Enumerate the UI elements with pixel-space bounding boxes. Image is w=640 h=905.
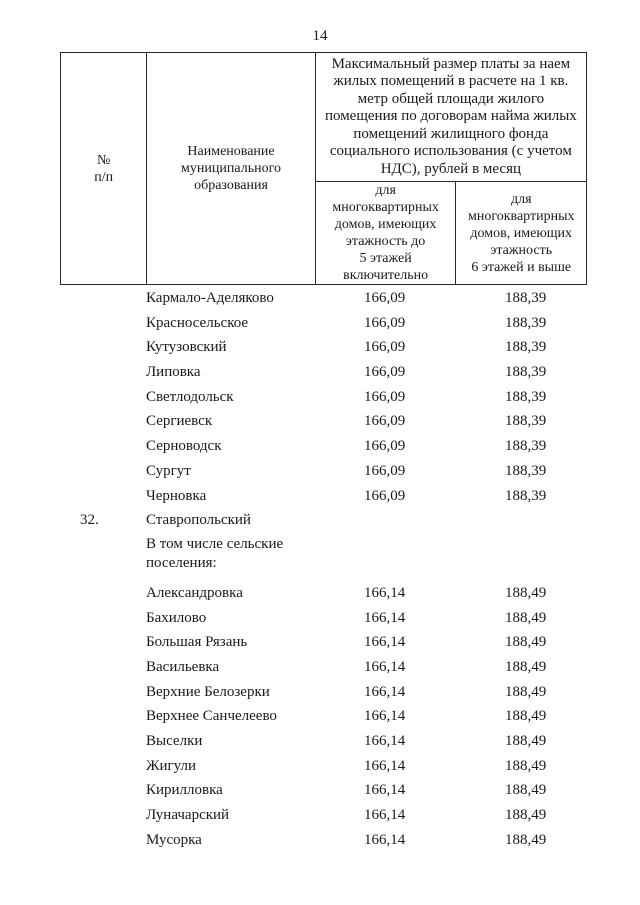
row-value-up-to-5-floors: 166,09 (364, 413, 406, 430)
row-municipality-name: Ставропольский (146, 512, 251, 529)
row-value-up-to-5-floors: 166,09 (364, 314, 406, 331)
header-col-max-payment (315, 53, 586, 182)
row-value-up-to-5-floors: 166,14 (364, 634, 406, 651)
row-value-up-to-5-floors: 166,09 (364, 438, 406, 455)
table-row (60, 581, 587, 606)
table-row (60, 704, 587, 729)
row-municipality-name: Сергиевск (146, 413, 213, 430)
table-row (60, 680, 587, 705)
row-number: 32. (80, 512, 99, 529)
row-value-up-to-5-floors: 166,14 (364, 708, 406, 725)
row-value-up-to-5-floors: 166,09 (364, 290, 406, 306)
header-col-number (61, 53, 147, 285)
header-col-name-label: Наименование муниципального образования (181, 144, 281, 193)
table-row (60, 360, 587, 385)
row-value-6-floors-and-above: 188,49 (505, 634, 547, 651)
row-value-6-floors-and-above: 188,49 (505, 584, 547, 601)
row-value-up-to-5-floors: 166,09 (364, 462, 406, 479)
row-municipality-name: Черновка (146, 487, 207, 504)
row-value-6-floors-and-above: 188,39 (505, 413, 547, 430)
row-value-up-to-5-floors: 166,09 (364, 364, 406, 381)
row-value-6-floors-and-above: 188,39 (505, 388, 547, 405)
row-value-up-to-5-floors: 166,14 (364, 658, 406, 675)
row-value-6-floors-and-above: 188,49 (505, 807, 547, 824)
table-row (60, 508, 587, 533)
table-row (60, 778, 587, 803)
table-row (60, 335, 587, 360)
header-col-up-to-5-floors (315, 182, 456, 285)
row-value-6-floors-and-above: 188,49 (505, 683, 547, 700)
row-municipality-name: Васильевка (146, 658, 220, 675)
row-municipality-name: Кутузовский (146, 339, 227, 356)
row-value-up-to-5-floors: 166,14 (364, 757, 406, 774)
row-value-up-to-5-floors: 166,14 (364, 733, 406, 749)
table-row (60, 286, 587, 311)
row-value-up-to-5-floors: 166,14 (364, 683, 406, 700)
table-row (60, 630, 587, 655)
row-value-6-floors-and-above: 188,39 (505, 462, 547, 479)
row-municipality-name: Сургут (146, 462, 191, 479)
table-row (60, 754, 587, 779)
row-value-6-floors-and-above: 188,39 (505, 487, 547, 504)
row-value-up-to-5-floors: 166,09 (364, 339, 406, 356)
header-col-6-floors-and-above (456, 182, 587, 285)
row-value-up-to-5-floors: 166,14 (364, 831, 406, 848)
row-municipality-name: Светлодольск (146, 388, 234, 405)
row-municipality-name: Верхнее Санчелеево (146, 708, 277, 725)
row-municipality-name: Выселки (146, 733, 203, 749)
row-municipality-name: Мусорка (146, 831, 202, 848)
row-municipality-name: Липовка (146, 364, 201, 381)
row-value-6-floors-and-above: 188,39 (505, 364, 547, 381)
row-value-6-floors-and-above: 188,49 (505, 757, 547, 774)
row-value-6-floors-and-above: 188,39 (505, 438, 547, 455)
row-value-up-to-5-floors: 166,14 (364, 584, 406, 601)
table-row (60, 484, 587, 509)
row-value-6-floors-and-above: 188,49 (505, 782, 547, 799)
table-row (60, 729, 587, 754)
header-col-up-to-5-floors-label: для многоквартирных домов, имеющих этажность до 5 этажей включительно (332, 183, 439, 283)
row-municipality-name: Луначарский (146, 807, 230, 824)
table-row (60, 385, 587, 410)
row-value-up-to-5-floors: 166,14 (364, 609, 406, 626)
table-body (60, 286, 587, 852)
row-value-6-floors-and-above: 188,49 (505, 733, 547, 749)
row-municipality-name: Верхние Белозерки (146, 683, 270, 700)
row-value-6-floors-and-above: 188,49 (505, 658, 547, 675)
table-row (60, 409, 587, 434)
row-value-up-to-5-floors: 166,09 (364, 487, 406, 504)
header-col-6-floors-and-above-label: для многоквартирных домов, имеющих этажность 6 этажей и выше (467, 191, 575, 275)
table-row (60, 459, 587, 484)
row-municipality-name: Жигули (146, 757, 196, 774)
row-municipality-name: Большая Рязань (146, 634, 248, 651)
row-municipality-name: Александровка (146, 584, 243, 601)
row-municipality-name: Кармало-Аделяково (146, 290, 274, 306)
row-municipality-name: В том числе сельские поселения: (146, 535, 284, 571)
header-col-number-label: № п/п (94, 152, 114, 185)
table-header (60, 52, 587, 285)
row-value-6-floors-and-above: 188,39 (505, 290, 547, 306)
row-municipality-name: Кирилловка (146, 782, 223, 799)
table-row (60, 311, 587, 336)
page-number: 14 (312, 28, 328, 44)
row-value-up-to-5-floors: 166,14 (364, 807, 406, 824)
row-municipality-name: Красносельское (146, 314, 249, 331)
row-value-6-floors-and-above: 188,39 (505, 339, 547, 356)
row-municipality-name: Бахилово (146, 609, 207, 626)
table-row (60, 828, 587, 853)
row-value-6-floors-and-above: 188,39 (505, 314, 547, 331)
row-value-6-floors-and-above: 188,49 (505, 609, 547, 626)
header-col-name (147, 53, 315, 285)
row-value-up-to-5-floors: 166,09 (364, 388, 406, 405)
row-value-6-floors-and-above: 188,49 (505, 708, 547, 725)
row-value-6-floors-and-above: 188,49 (505, 831, 547, 848)
table-row (60, 803, 587, 828)
table-row (60, 655, 587, 680)
row-municipality-name: Серноводск (146, 438, 222, 455)
header-col-max-payment-label: Максимальный размер платы за наем жилых помещений в расчете на 1 кв. метр общей площади жилого помещения по договорам найма жилых помещений жилищного фонда социального использования (с учетом НДС), рублей в месяц (324, 55, 577, 177)
table-row (60, 533, 587, 581)
table-row (60, 606, 587, 631)
row-value-up-to-5-floors: 166,14 (364, 782, 406, 799)
table-row (60, 434, 587, 459)
